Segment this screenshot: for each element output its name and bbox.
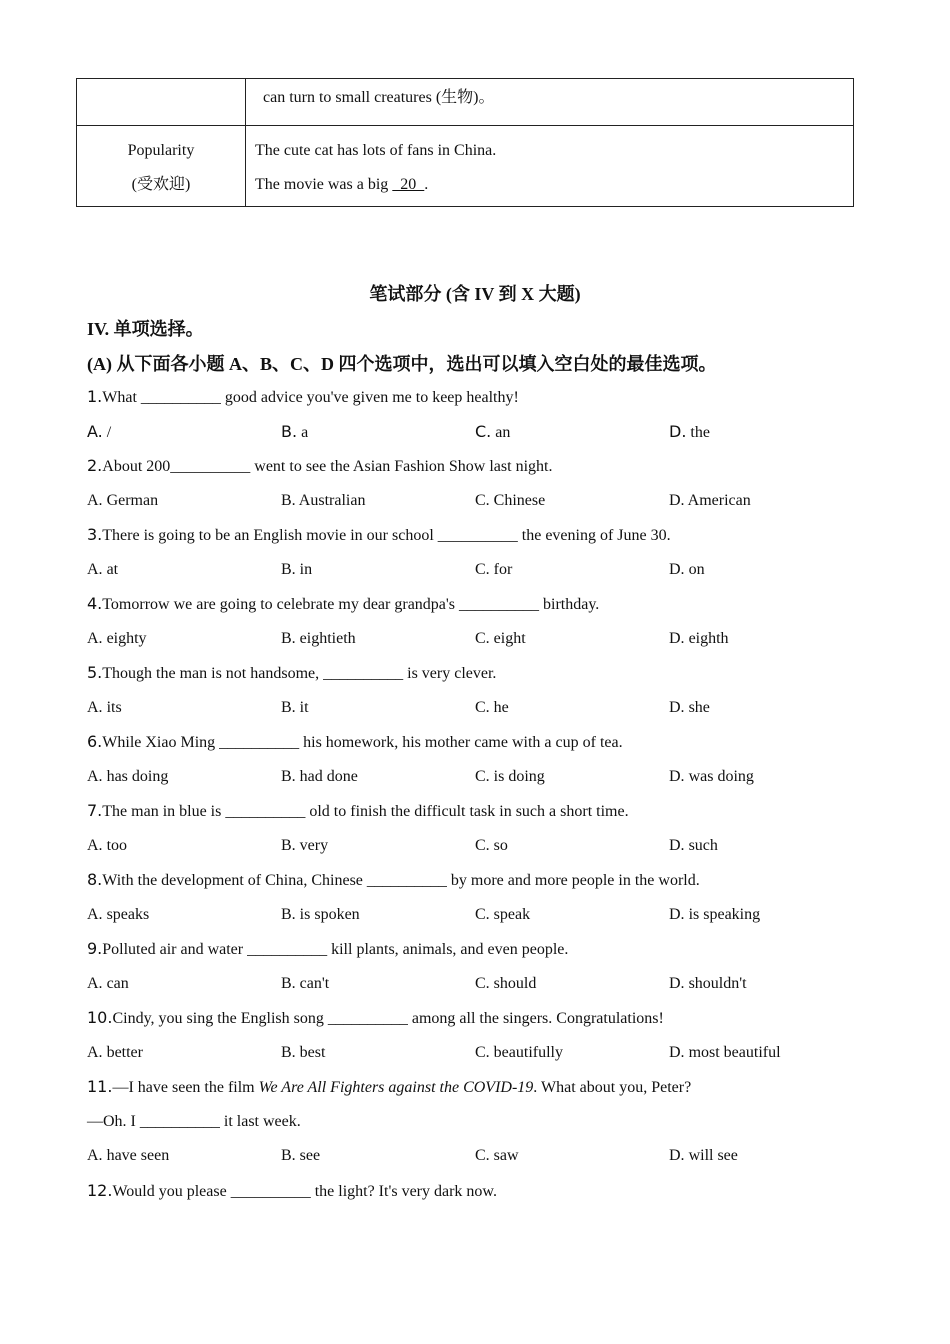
answer-option <box>669 974 747 994</box>
option-letter: B. <box>281 906 296 923</box>
question-text: —I have seen the film <box>112 1079 259 1096</box>
film-title: We Are All Fighters against the COVID-19 <box>258 1079 534 1096</box>
answer-option <box>669 767 754 787</box>
option-text: too <box>102 837 128 854</box>
option-letter: A. <box>87 1147 103 1164</box>
option-text: speak <box>489 906 531 923</box>
option-letter: B. <box>281 630 296 647</box>
answer-option <box>87 698 122 718</box>
option-letter: C. <box>475 422 492 441</box>
option-letter: A. <box>87 1044 103 1061</box>
question-number: 1. <box>87 387 103 406</box>
question-number: 3. <box>87 525 103 544</box>
option-letter: C. <box>475 1044 490 1061</box>
part-heading: IV. 单项选择。 <box>87 319 204 339</box>
option-text: can't <box>295 975 330 992</box>
question-number: 4. <box>87 594 103 613</box>
option-letter: A. <box>87 561 103 578</box>
option-text: will see <box>684 1147 738 1164</box>
answer-option <box>281 767 358 787</box>
question-number: 7. <box>87 801 103 820</box>
option-text: in <box>295 561 313 578</box>
option-text: best <box>295 1044 326 1061</box>
option-text: American <box>684 492 751 509</box>
option-letter: C. <box>475 975 490 992</box>
option-text: speaks <box>102 906 150 923</box>
example-sentence: The cute cat has lots of fans in China. <box>255 142 497 159</box>
option-text: eighty <box>102 630 147 647</box>
option-letter: B. <box>281 561 296 578</box>
option-letter: B. <box>281 492 296 509</box>
option-text: had done <box>295 768 358 785</box>
option-letter: A. <box>87 630 103 647</box>
answer-option <box>87 1146 169 1166</box>
option-text: a <box>297 424 309 441</box>
answer-option <box>475 1146 519 1166</box>
option-letter: D. <box>669 837 685 854</box>
sub-heading: (A) 从下面各小题 A、B、C、D 四个选项中，选出可以填入空白处的最佳选项。 <box>87 354 717 374</box>
option-letter: D. <box>669 630 685 647</box>
option-letter: A. <box>87 492 103 509</box>
option-text: on <box>684 561 705 578</box>
option-text: better <box>102 1044 143 1061</box>
question-text: . What about you, Peter? <box>533 1079 692 1096</box>
option-text: was doing <box>684 768 754 785</box>
option-letter: C. <box>475 492 490 509</box>
option-letter: D. <box>669 699 685 716</box>
option-text: have seen <box>102 1147 170 1164</box>
answer-option <box>87 491 158 511</box>
option-text: eight <box>489 630 526 647</box>
answer-option <box>669 629 729 649</box>
option-letter: D. <box>669 906 685 923</box>
answer-option <box>669 491 751 511</box>
question-number: 10. <box>87 1008 113 1027</box>
option-letter: D. <box>669 1044 685 1061</box>
question-number: 8. <box>87 870 103 889</box>
answer-option <box>87 422 111 443</box>
option-letter: A. <box>87 906 103 923</box>
question-text: Tomorrow we are going to celebrate my dear grandpa's __________ birthday. <box>102 596 600 613</box>
question-text: With the development of China, Chinese __________ by more and more people in the world. <box>102 872 700 889</box>
answer-option <box>669 698 710 718</box>
term-chinese: (受欢迎) <box>131 176 191 193</box>
answer-option <box>475 974 536 994</box>
question-stem <box>87 663 496 684</box>
question-stem <box>87 594 599 615</box>
option-letter: C. <box>475 561 490 578</box>
option-letter: B. <box>281 837 296 854</box>
question-stem <box>87 456 552 477</box>
question-text: Though the man is not handsome, __________ is very clever. <box>102 665 497 682</box>
option-text: beautifully <box>489 1044 563 1061</box>
option-letter: B. <box>281 975 296 992</box>
option-letter: C. <box>475 1147 490 1164</box>
option-text: shouldn't <box>684 975 747 992</box>
question-text: There is going to be an English movie in our school __________ the evening of June 30. <box>102 527 671 544</box>
option-text: is speaking <box>684 906 761 923</box>
option-letter: D. <box>669 768 685 785</box>
example-sentence-blank: The movie was a big 20 . <box>255 176 429 193</box>
question-text: About 200__________ went to see the Asian Fashion Show last night. <box>102 458 553 475</box>
answer-option <box>281 422 308 443</box>
option-text: has doing <box>102 768 169 785</box>
answer-option <box>87 974 129 994</box>
option-letter: D. <box>669 422 687 441</box>
option-text: is doing <box>489 768 545 785</box>
table-cell-text: can turn to small creatures (生物)。 <box>263 89 495 106</box>
question-stem <box>87 870 700 891</box>
question-number: 11. <box>87 1077 113 1096</box>
question-text: Would you please __________ the light? It's very dark now. <box>112 1183 497 1200</box>
option-letter: D. <box>669 975 685 992</box>
answer-option <box>475 1043 563 1063</box>
answer-option <box>281 1146 320 1166</box>
answer-option <box>281 698 309 718</box>
answer-option <box>87 767 168 787</box>
table-row <box>77 79 854 126</box>
answer-option <box>87 836 127 856</box>
option-letter: B. <box>281 1044 296 1061</box>
option-text: saw <box>489 1147 519 1164</box>
answer-option <box>475 422 510 443</box>
answer-option <box>281 560 312 580</box>
option-text: should <box>489 975 537 992</box>
option-letter: C. <box>475 699 490 716</box>
option-text: such <box>684 837 718 854</box>
answer-option <box>475 560 512 580</box>
answer-option <box>475 767 545 787</box>
option-letter: B. <box>281 1147 296 1164</box>
vocab-table <box>76 78 854 207</box>
question-stem <box>87 1077 691 1098</box>
option-letter: C. <box>475 906 490 923</box>
option-text: eightieth <box>295 630 356 647</box>
option-text: very <box>295 837 329 854</box>
question-stem <box>87 525 671 546</box>
option-letter: B. <box>281 422 298 441</box>
question-stem <box>87 1181 497 1202</box>
option-text: see <box>295 1147 321 1164</box>
answer-option <box>281 974 329 994</box>
option-text: an <box>491 424 511 441</box>
table-row <box>77 126 854 207</box>
answer-option <box>669 905 760 925</box>
section-title: 笔试部分 (含 IV 到 X 大题) <box>369 284 581 304</box>
question-stem <box>87 801 629 822</box>
question-stem <box>87 732 623 753</box>
option-text: he <box>489 699 509 716</box>
answer-option <box>87 1043 143 1063</box>
option-text: it <box>295 699 309 716</box>
option-letter: A. <box>87 699 103 716</box>
option-text: at <box>102 561 119 578</box>
table-cell-examples <box>246 126 854 207</box>
answer-option <box>281 491 365 511</box>
option-letter: C. <box>475 768 490 785</box>
answer-option <box>281 1043 325 1063</box>
answer-option <box>669 1043 781 1063</box>
question-stem <box>87 387 519 408</box>
answer-option <box>669 836 718 856</box>
option-text: most beautiful <box>684 1044 781 1061</box>
option-text: the <box>686 424 710 441</box>
option-text: for <box>489 561 513 578</box>
question-text: What __________ good advice you've given me to keep healthy! <box>102 389 519 406</box>
answer-option <box>281 836 328 856</box>
option-letter: A. <box>87 768 103 785</box>
option-letter: A. <box>87 422 103 441</box>
table-cell-term <box>77 126 246 207</box>
answer-option <box>475 629 526 649</box>
option-letter: A. <box>87 975 103 992</box>
option-text: Australian <box>295 492 366 509</box>
answer-option <box>475 698 509 718</box>
answer-option <box>475 491 545 511</box>
answer-option <box>87 629 147 649</box>
answer-option <box>669 422 710 443</box>
question-number: 9. <box>87 939 103 958</box>
question-text: Polluted air and water __________ kill plants, animals, and even people. <box>102 941 569 958</box>
option-text: Chinese <box>489 492 546 509</box>
question-dialogue: —Oh. I __________ it last week. <box>87 1113 301 1130</box>
answer-option <box>281 905 360 925</box>
answer-option <box>87 905 149 925</box>
question-stem <box>87 1008 664 1029</box>
option-text: she <box>684 699 710 716</box>
option-text: is spoken <box>295 906 360 923</box>
option-letter: B. <box>281 699 296 716</box>
answer-option <box>475 836 508 856</box>
blank-20: 20 <box>392 176 425 193</box>
answer-option <box>475 905 530 925</box>
option-letter: D. <box>669 1147 685 1164</box>
option-text: its <box>102 699 122 716</box>
option-text: eighth <box>684 630 729 647</box>
answer-option <box>281 629 356 649</box>
term-english: Popularity <box>127 142 195 159</box>
question-text: While Xiao Ming __________ his homework, his mother came with a cup of tea. <box>102 734 623 751</box>
question-number: 6. <box>87 732 103 751</box>
table-cell <box>246 79 854 126</box>
option-letter: C. <box>475 837 490 854</box>
option-letter: B. <box>281 768 296 785</box>
question-text: Cindy, you sing the English song __________ among all the singers. Congratulations! <box>112 1010 664 1027</box>
option-text: so <box>489 837 508 854</box>
answer-option <box>669 1146 738 1166</box>
question-number: 5. <box>87 663 103 682</box>
answer-option <box>87 560 118 580</box>
option-letter: A. <box>87 837 103 854</box>
option-text: / <box>102 424 112 441</box>
question-number: 2. <box>87 456 103 475</box>
option-text: German <box>102 492 159 509</box>
question-stem <box>87 939 568 960</box>
option-letter: D. <box>669 492 685 509</box>
option-letter: C. <box>475 630 490 647</box>
question-number: 12. <box>87 1181 113 1200</box>
answer-option <box>669 560 705 580</box>
question-text: The man in blue is __________ old to finish the difficult task in such a short time. <box>102 803 629 820</box>
option-letter: D. <box>669 561 685 578</box>
table-cell-empty <box>77 79 246 126</box>
option-text: can <box>102 975 129 992</box>
